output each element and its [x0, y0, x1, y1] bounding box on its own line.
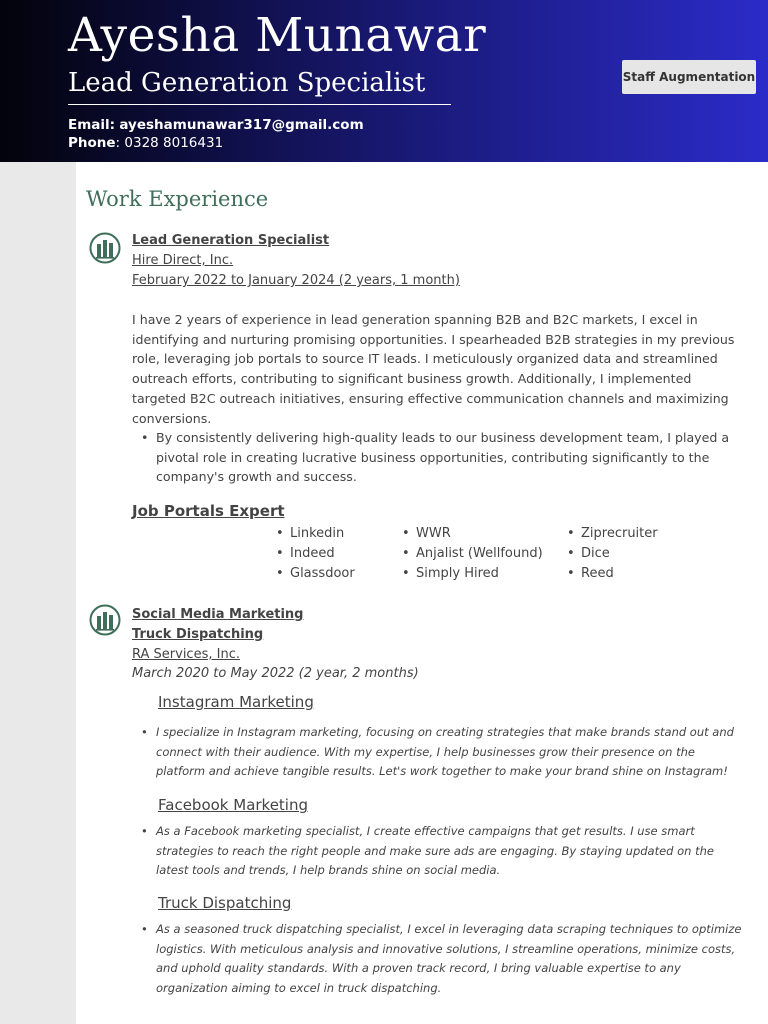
job-role: Lead Generation Specialist — [132, 233, 330, 248]
list-item: • Anjalist (Wellfound) — [402, 544, 543, 564]
job-role: Truck Dispatching — [132, 627, 264, 642]
email-line — [68, 116, 364, 134]
portals-heading: Job Portals Expert — [132, 502, 285, 520]
resume-header — [0, 0, 768, 162]
job-role: Social Media Marketing — [132, 607, 304, 622]
person-title: Lead Generation Specialist — [68, 68, 426, 98]
header-divider — [68, 104, 451, 105]
portal-list — [402, 524, 543, 584]
list-item: • I specialize in Instagram marketing, focusing on creating strategies that make brands stand out and connect with their audience. With my expertise, I help businesses grow their presence on the platform and achieve tangible results. Let's work together to make your brand shine on Instagram! — [132, 723, 742, 782]
email-address[interactable]: ayeshamunawar317@gmail.com — [119, 117, 364, 133]
job-bullets — [132, 428, 738, 487]
section-title: Work Experience — [86, 187, 269, 211]
phone-number: : 0328 8016431 — [115, 135, 224, 151]
job-dates: February 2022 to January 2024 (2 years, 1 month) — [132, 273, 460, 288]
staff-augmentation-button[interactable]: Staff Augmentation — [622, 60, 756, 94]
list-item: • By consistently delivering high-quality leads to our business development team, I played a pivotal role in creating lucrative business opportunities, contributing significantly to the company's growth and success. — [132, 428, 738, 487]
list-item: • Linkedin — [276, 524, 355, 544]
list-item: • Simply Hired — [402, 564, 543, 584]
list-item: • Glassdoor — [276, 564, 355, 584]
building-icon — [89, 232, 121, 264]
job-dates: March 2020 to May 2022 (2 year, 2 months) — [132, 666, 419, 681]
list-item: • Dice — [567, 544, 658, 564]
subsection-bullets — [132, 723, 742, 782]
building-icon — [89, 604, 121, 636]
phone-label: Phone — [68, 135, 116, 151]
list-item: • Indeed — [276, 544, 355, 564]
portal-list — [276, 524, 355, 584]
portal-list — [567, 524, 658, 584]
list-item: • As a Facebook marketing specialist, I create effective campaigns that get results. I use smart strategies to reach the right people and make sure ads are engaging. By staying updated on the latest tools and trends, I help brands shine on social media. — [132, 822, 742, 881]
subsection-heading: Truck Dispatching — [158, 894, 292, 912]
subsection-bullets — [132, 822, 742, 881]
subsection-heading: Instagram Marketing — [158, 693, 314, 711]
phone-line — [68, 134, 223, 152]
job-company: RA Services, Inc. — [132, 647, 240, 662]
left-sidebar — [0, 162, 76, 1024]
job-summary: I have 2 years of experience in lead generation spanning B2B and B2C markets, I excel in identifying and nurturing promising opportunities. I spearheaded B2B strategies in my previous role, leveraging job portals to source IT leads. I meticulously organized data and streamlined outreach efforts, contributing to significant business growth. Additionally, I implemented targeted B2C outreach initiatives, ensuring effective communication channels and maximizing conversions. — [132, 312, 735, 426]
list-item: • Ziprecruiter — [567, 524, 658, 544]
subsection-bullets — [132, 920, 742, 998]
job-company: Hire Direct, Inc. — [132, 253, 234, 268]
email-label: Email: — [68, 117, 116, 133]
list-item: • Reed — [567, 564, 658, 584]
subsection-heading: Facebook Marketing — [158, 796, 309, 814]
list-item: • WWR — [402, 524, 543, 544]
person-name: Ayesha Munawar — [68, 8, 487, 63]
list-item: • As a seasoned truck dispatching specialist, I excel in leveraging data scraping techniques to optimize logistics. With meticulous analysis and innovative solutions, I streamline operations, minimize costs, and uphold quality standards. With a proven track record, I bring valuable expertise to any organization aiming to excel in truck dispatching. — [132, 920, 742, 998]
